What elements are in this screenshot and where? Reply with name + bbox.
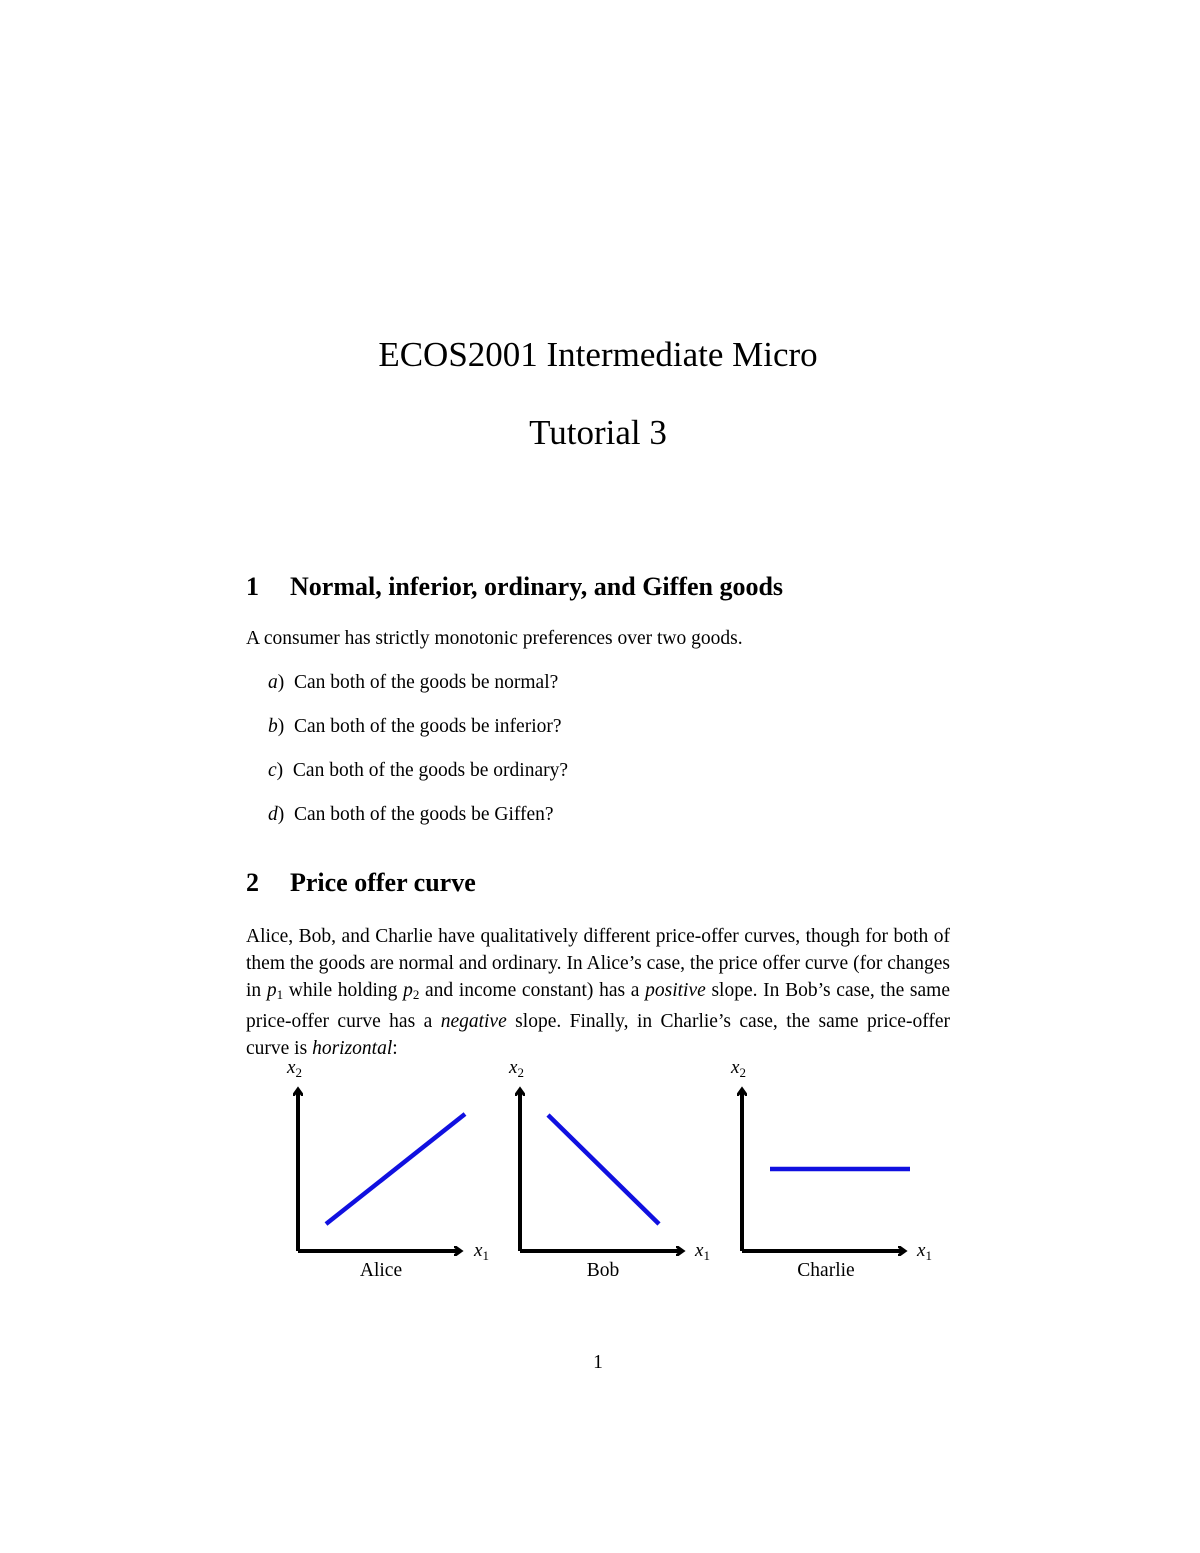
question-a: a) Can both of the goods be normal? bbox=[268, 672, 559, 693]
charlie-panel-label: Charlie bbox=[797, 1260, 855, 1281]
bob-price-offer-curve bbox=[548, 1115, 659, 1224]
panel-bob bbox=[508, 1057, 710, 1281]
emph-horizontal: horizontal bbox=[312, 1038, 393, 1059]
para-text-6: : bbox=[392, 1038, 398, 1059]
var-p2: p bbox=[403, 980, 413, 1001]
alice-y-label: $x_2$ bbox=[287, 1057, 302, 1080]
section-2-paragraph bbox=[246, 923, 950, 1062]
price-offer-curve-figure bbox=[0, 1050, 1200, 1300]
document-subtitle: Tutorial 3 bbox=[529, 413, 667, 452]
question-b: b) Can both of the goods be inferior? bbox=[268, 716, 562, 737]
panel-charlie bbox=[730, 1057, 932, 1281]
alice-x-label: $x_1$ bbox=[474, 1240, 489, 1263]
var-p1: p bbox=[266, 980, 277, 1001]
question-b-text: Can both of the goods be inferior? bbox=[294, 716, 562, 737]
alice-panel-label: Alice bbox=[359, 1260, 403, 1281]
question-a-label: a bbox=[268, 672, 278, 693]
question-c-text: Can both of the goods be ordinary? bbox=[292, 760, 569, 781]
section-2-number: 2 bbox=[246, 868, 259, 897]
question-d-text: Can both of the goods be Giffen? bbox=[294, 804, 554, 825]
var-p1-sub: 1 bbox=[276, 987, 284, 1002]
section-1-title: Normal, inferior, ordinary, and Giffen goods bbox=[290, 572, 784, 601]
para-text-4: slope. In Bob’s case, the same price-offer curve has a bbox=[246, 980, 950, 1032]
question-c-label: c bbox=[268, 760, 277, 781]
charlie-x-label: $x_1$ bbox=[917, 1240, 932, 1263]
emph-positive: positive bbox=[645, 980, 706, 1001]
document-title: ECOS2001 Intermediate Micro bbox=[378, 335, 818, 374]
section-1-intro: A consumer has strictly monotonic preferences over two goods. bbox=[246, 628, 743, 649]
question-c: c) Can both of the goods be ordinary? bbox=[268, 760, 569, 781]
question-b-label: b bbox=[268, 716, 278, 737]
bob-panel-label: Bob bbox=[586, 1260, 620, 1281]
emph-negative: negative bbox=[440, 1011, 507, 1032]
alice-price-offer-curve bbox=[326, 1114, 465, 1224]
para-text-1: Alice, Bob, and Charlie have qualitatively different price-offer curves, though for both of them the goods are normal and ordinary. In Alice’s case, the price offer curve (for changes in bbox=[246, 926, 950, 1001]
panel-alice bbox=[286, 1057, 489, 1281]
question-a-text: Can both of the goods be normal? bbox=[294, 672, 559, 693]
para-text-3: and income constant) has a bbox=[419, 980, 646, 1001]
question-d-label: d bbox=[268, 804, 278, 825]
para-text-5: slope. Finally, in Charlie’s case, the same price-offer curve is bbox=[246, 1011, 950, 1059]
bob-x-label: $x_1$ bbox=[695, 1240, 710, 1263]
section-2-title: Price offer curve bbox=[290, 868, 476, 897]
var-p2-sub: 2 bbox=[412, 987, 420, 1002]
question-d: d) Can both of the goods be Giffen? bbox=[268, 804, 554, 825]
page-number: 1 bbox=[593, 1352, 603, 1373]
para-text-2: while holding bbox=[283, 980, 404, 1001]
section-1-heading bbox=[246, 572, 783, 602]
bob-y-label: $x_2$ bbox=[509, 1057, 524, 1080]
charlie-y-label: $x_2$ bbox=[731, 1057, 746, 1080]
section-1-number: 1 bbox=[246, 572, 259, 601]
section-2-heading bbox=[246, 868, 476, 898]
